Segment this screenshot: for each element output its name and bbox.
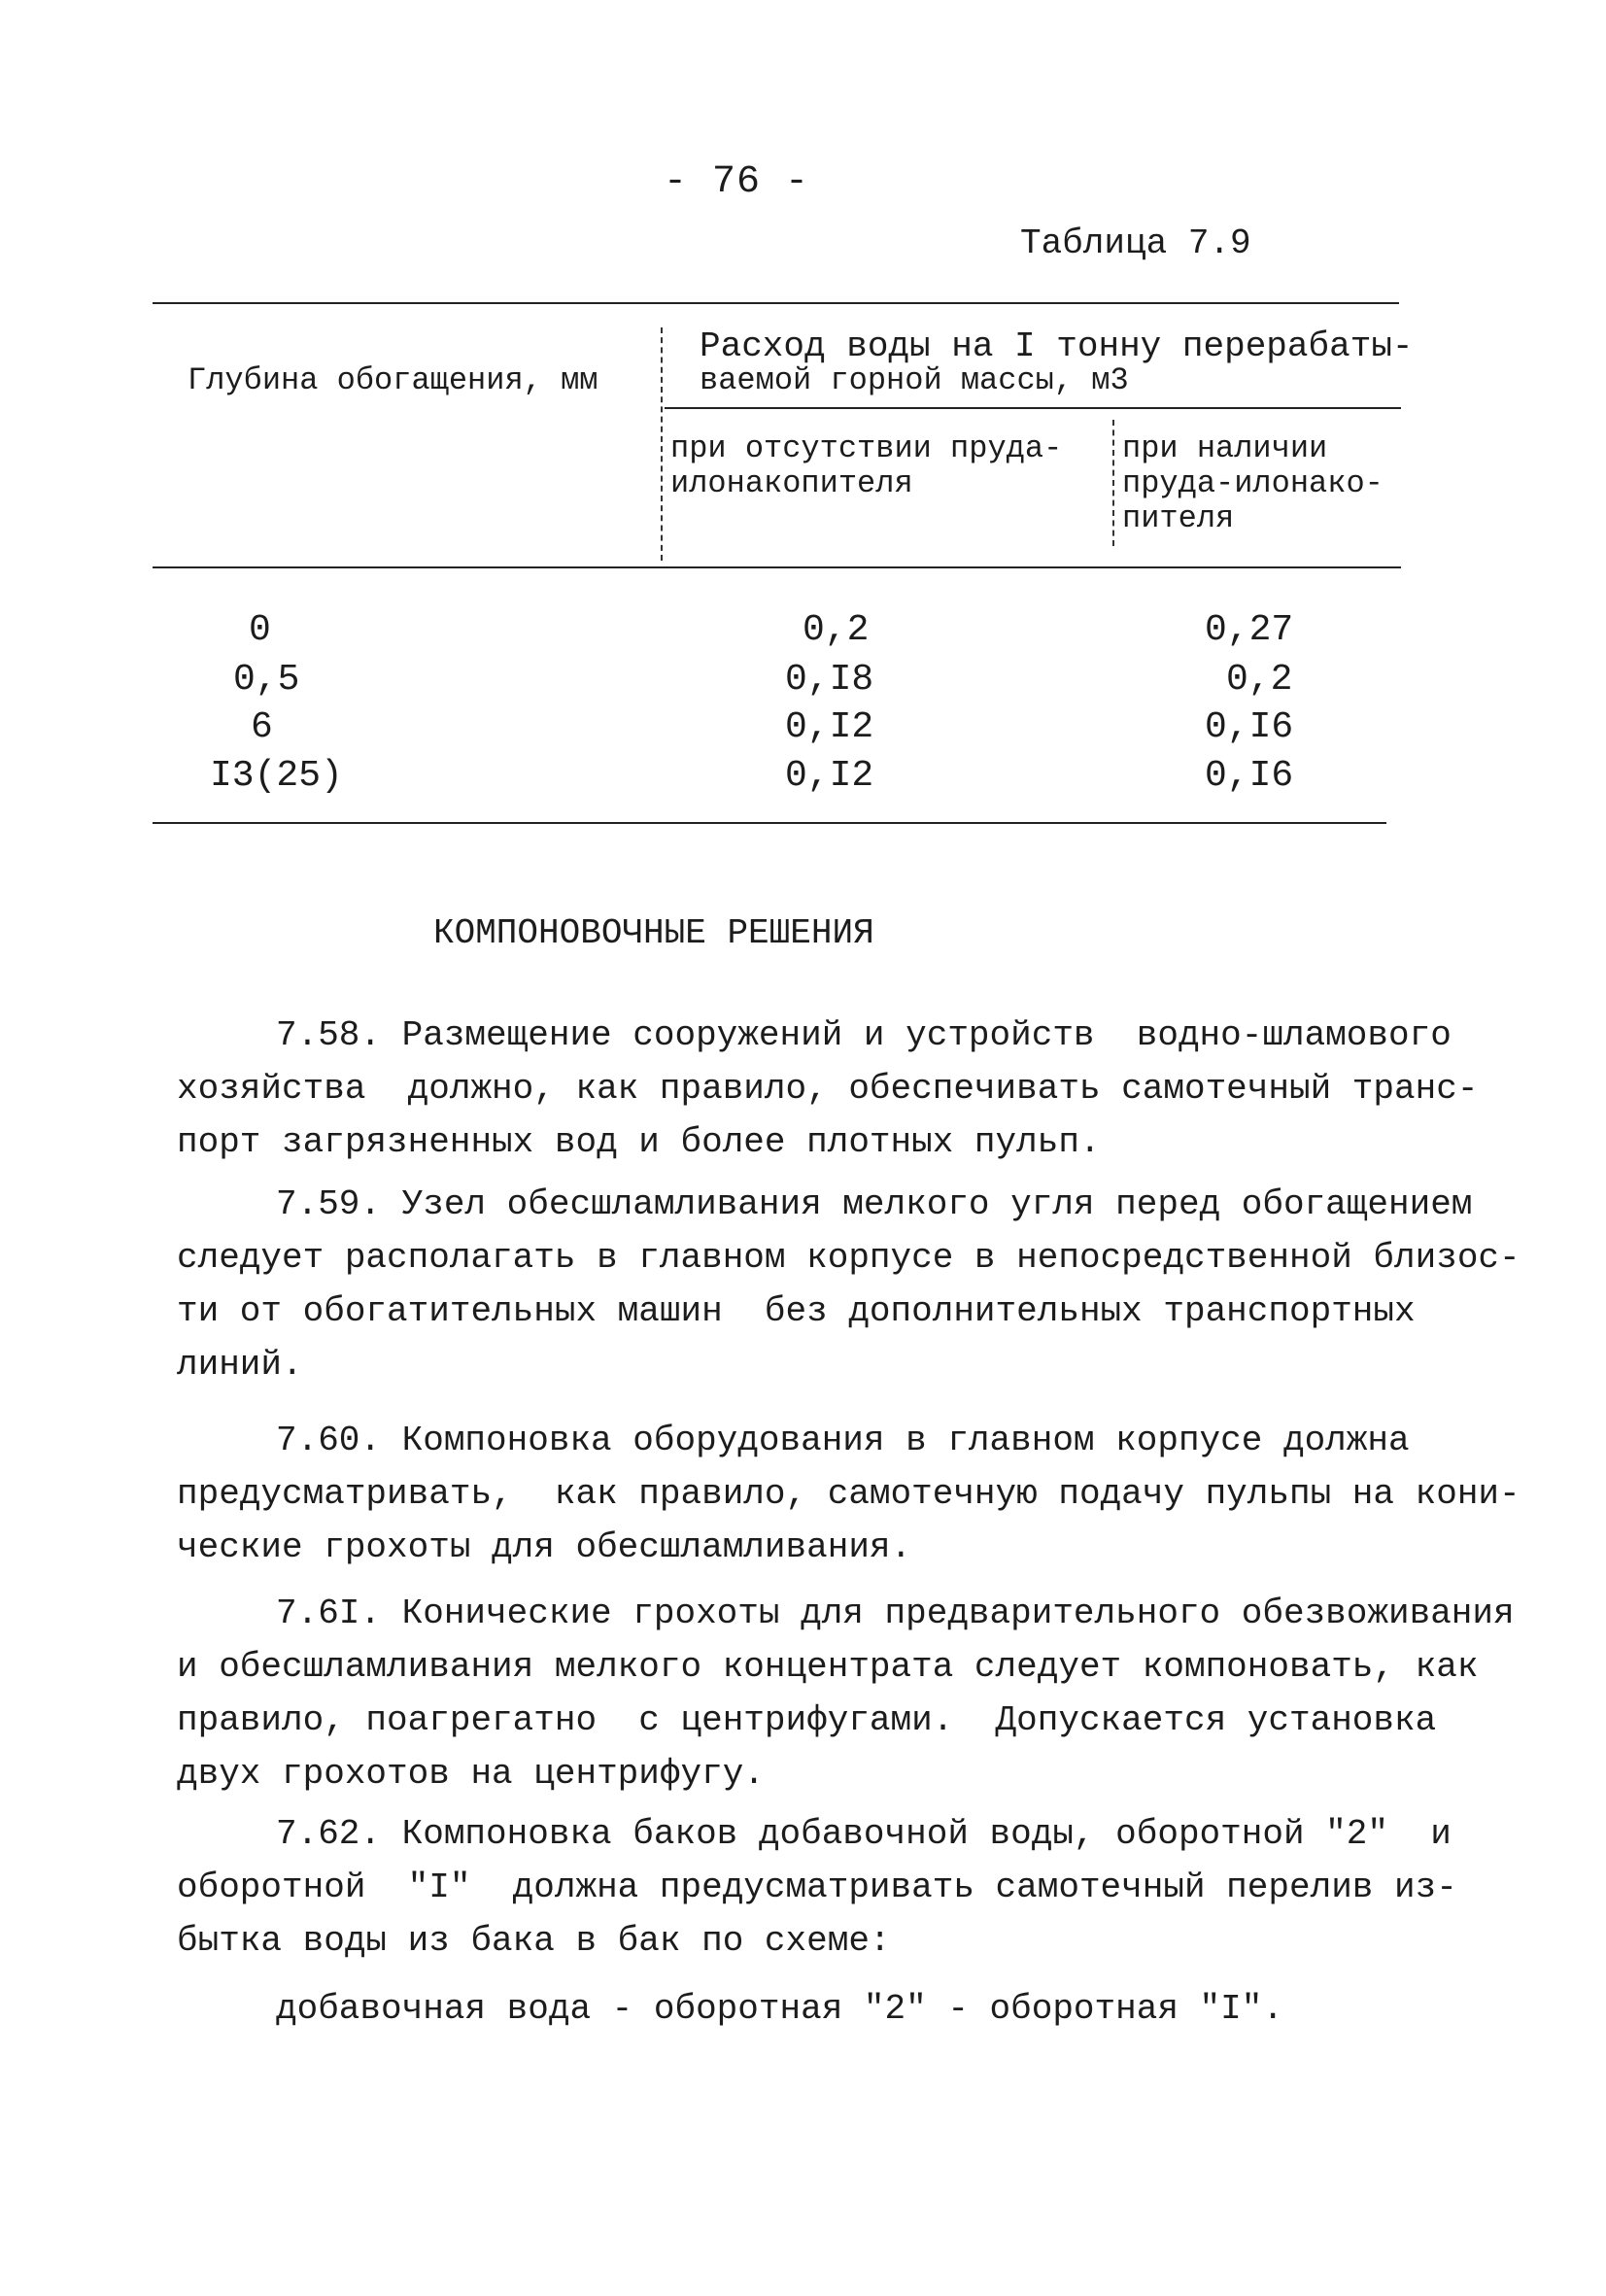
with-pond-header-line3: пителя	[1122, 500, 1235, 536]
depth-cell: I3(25)	[210, 755, 343, 797]
paragraph-line: порт загрязненных вод и более плотных пульп.	[177, 1122, 1101, 1162]
paragraph-line: 7.59. Узел обесшламливания мелкого угля перед обогащением	[276, 1184, 1473, 1224]
consumption-group-header-line2: ваемой горной массы, м3	[700, 362, 1129, 398]
without-pond-header-line2: илонакопителя	[670, 465, 913, 501]
paragraph-line: 7.60. Компоновка оборудования в главном корпусе должна	[276, 1421, 1410, 1460]
section-title: КОМПОНОВОЧНЫЕ РЕШЕНИЯ	[433, 913, 874, 953]
table-divider-1	[661, 327, 663, 561]
paragraph-line: ти от обогатительных машин без дополнительных транспортных	[177, 1291, 1416, 1331]
without-pond-cell: 0,I2	[785, 755, 874, 797]
table-bottom-rule	[153, 822, 1386, 824]
scheme-line: добавочная вода - оборотная "2" - оборотная "I".	[276, 1989, 1283, 2029]
paragraph-line: линий.	[177, 1345, 303, 1385]
with-pond-header-line2: пруда-илонако-	[1122, 465, 1384, 501]
depth-cell: 0,5	[233, 659, 300, 701]
paragraph-line: 7.62. Компоновка баков добавочной воды, оборотной "2" и	[276, 1814, 1452, 1854]
without-pond-cell: 0,I8	[785, 659, 874, 701]
without-pond-cell: 0,2	[803, 609, 870, 651]
table-header-rule	[153, 566, 1401, 568]
consumption-group-header-line1: Расход воды на I тонну перерабаты-	[700, 326, 1414, 366]
paragraph-line: предусматривать, как правило, самотечную подачу пульпы на кони-	[177, 1474, 1521, 1514]
paragraph-line: двух грохотов на центрифугу.	[177, 1754, 765, 1794]
without-pond-cell: 0,I2	[785, 706, 874, 748]
paragraph-line: бытка воды из бака в бак по схеме:	[177, 1921, 891, 1961]
with-pond-cell: 0,27	[1205, 609, 1294, 651]
with-pond-cell: 0,I6	[1205, 755, 1294, 797]
paragraph-line: оборотной "I" должна предусматривать самотечный перелив из-	[177, 1868, 1457, 1907]
table-group-rule	[665, 407, 1401, 409]
paragraph-line: и обесшламливания мелкого концентрата следует компоновать, как	[177, 1647, 1479, 1687]
without-pond-header-line1: при отсутствии пруда-	[670, 430, 1063, 466]
with-pond-header-line1: при наличии	[1122, 430, 1328, 466]
depth-cell: 6	[251, 706, 273, 748]
paragraph-line: 7.58. Размещение сооружений и устройств водно-шламового	[276, 1015, 1452, 1055]
paragraph-line: ческие грохоты для обесшламливания.	[177, 1527, 912, 1567]
depth-column-header: Глубина обогащения, мм	[188, 362, 598, 398]
table-top-rule	[153, 302, 1399, 304]
paragraph-line: правило, поагрегатно с центрифугами. Допускается установка	[177, 1700, 1437, 1740]
table-divider-2	[1112, 420, 1114, 546]
with-pond-cell: 0,I6	[1205, 706, 1294, 748]
with-pond-cell: 0,2	[1226, 659, 1293, 701]
paragraph-line: следует располагать в главном корпусе в непосредственной близос-	[177, 1238, 1521, 1278]
depth-cell: 0	[249, 609, 271, 651]
table-caption: Таблица 7.9	[1020, 223, 1251, 263]
paragraph-line: хозяйства должно, как правило, обеспечивать самотечный транс-	[177, 1069, 1479, 1109]
paragraph-line: 7.6I. Конические грохоты для предварительного обезвоживания	[276, 1593, 1515, 1633]
page-number: - 76 -	[664, 160, 810, 204]
